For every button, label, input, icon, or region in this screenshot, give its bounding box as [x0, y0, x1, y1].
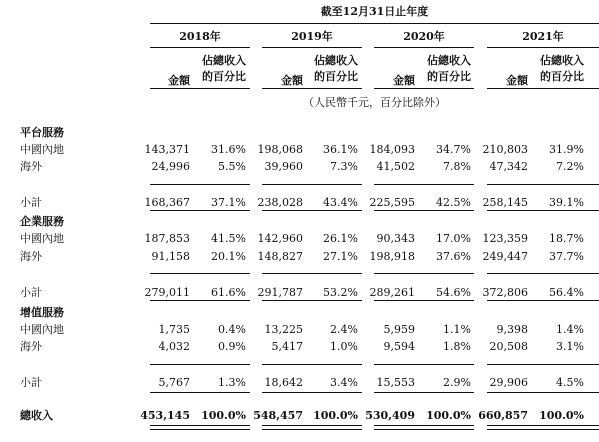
amount-cell: 13,225 — [264, 323, 303, 336]
percent-cell: 1.3% — [218, 376, 246, 389]
col-header-pct-line1: 佔總收入 — [314, 54, 358, 67]
percent-cell: 100.0% — [201, 409, 246, 422]
table-rule — [150, 273, 250, 274]
row-label: 中國內地 — [20, 143, 64, 156]
table-rule — [262, 184, 362, 185]
year-2019: 2019年 — [291, 30, 333, 43]
percent-cell: 18.7% — [549, 232, 584, 245]
table-rule — [374, 210, 474, 211]
table-rule — [262, 88, 362, 89]
table-rule — [374, 425, 474, 430]
col-header-amount: 金額 — [281, 74, 303, 87]
unit-note: （人民幣千元，百分比除外） — [303, 96, 446, 109]
amount-cell: 9,594 — [383, 340, 415, 353]
percent-cell: 100.0% — [539, 409, 584, 422]
amount-cell: 279,011 — [144, 286, 190, 299]
percent-cell: 4.5% — [556, 376, 584, 389]
percent-cell: 31.6% — [211, 143, 246, 156]
amount-cell: 530,409 — [365, 409, 415, 422]
col-header-pct-line1: 佔總收入 — [540, 54, 584, 67]
amount-cell: 5,767 — [158, 376, 190, 389]
table-rule — [487, 300, 599, 301]
table-rule — [374, 392, 474, 393]
percent-cell: 41.5% — [211, 232, 246, 245]
table-rule — [150, 300, 250, 301]
percent-cell: 5.5% — [218, 160, 246, 173]
amount-cell: 5,959 — [383, 323, 415, 336]
amount-cell: 210,803 — [482, 143, 528, 156]
col-header-pct-line1: 佔總收入 — [427, 54, 471, 67]
percent-cell: 7.8% — [443, 160, 471, 173]
amount-cell: 5,417 — [271, 340, 303, 353]
amount-cell: 372,806 — [482, 286, 528, 299]
amount-cell: 20,508 — [489, 340, 528, 353]
percent-cell: 56.4% — [549, 286, 584, 299]
col-header-pct-line2: 的百分比 — [540, 70, 584, 83]
amount-cell: 184,093 — [369, 143, 415, 156]
table-rule — [487, 364, 599, 365]
percent-cell: 17.0% — [436, 232, 471, 245]
table-rule — [262, 392, 362, 393]
amount-cell: 123,359 — [482, 232, 528, 245]
amount-cell: 249,447 — [482, 250, 528, 263]
percent-cell: 53.2% — [323, 286, 358, 299]
percent-cell: 42.5% — [436, 196, 471, 209]
amount-cell: 1,735 — [158, 323, 190, 336]
table-rule — [374, 88, 474, 89]
table-rule — [487, 184, 599, 185]
table-rule — [374, 364, 474, 365]
year-2018: 2018年 — [179, 30, 221, 43]
percent-cell: 1.0% — [330, 340, 358, 353]
table-rule — [150, 425, 250, 430]
subtotal-label: 小計 — [20, 376, 42, 389]
subtotal-label: 小計 — [20, 286, 42, 299]
table-rule — [150, 184, 250, 185]
amount-cell: 453,145 — [140, 409, 190, 422]
percent-cell: 37.7% — [549, 250, 584, 263]
amount-cell: 18,642 — [264, 376, 303, 389]
table-rule — [374, 300, 474, 301]
amount-cell: 41,502 — [376, 160, 415, 173]
row-label: 中國內地 — [20, 232, 64, 245]
percent-cell: 7.2% — [556, 160, 584, 173]
amount-cell: 198,068 — [257, 143, 303, 156]
percent-cell: 43.4% — [323, 196, 358, 209]
percent-cell: 0.4% — [218, 323, 246, 336]
amount-cell: 90,343 — [376, 232, 415, 245]
amount-cell: 258,145 — [482, 196, 528, 209]
section-title: 增值服務 — [20, 306, 64, 319]
percent-cell: 2.4% — [330, 323, 358, 336]
table-rule — [150, 88, 250, 89]
amount-cell: 148,827 — [257, 250, 303, 263]
col-header-amount: 金額 — [168, 74, 190, 87]
year-2021: 2021年 — [522, 30, 564, 43]
table-rule — [374, 184, 474, 185]
amount-cell: 187,853 — [144, 232, 190, 245]
header-rule — [150, 23, 599, 24]
percent-cell: 31.9% — [549, 143, 584, 156]
amount-cell: 24,996 — [151, 160, 190, 173]
amount-cell: 143,371 — [144, 143, 190, 156]
amount-cell: 548,457 — [253, 409, 303, 422]
row-label: 中國內地 — [20, 323, 64, 336]
col-header-pct-line2: 的百分比 — [427, 70, 471, 83]
percent-cell: 2.9% — [443, 376, 471, 389]
amount-cell: 39,960 — [264, 160, 303, 173]
percent-cell: 3.4% — [330, 376, 358, 389]
table-rule — [487, 210, 599, 211]
percent-cell: 27.1% — [323, 250, 358, 263]
table-rule — [262, 273, 362, 274]
amount-cell: 168,367 — [144, 196, 190, 209]
percent-cell: 100.0% — [426, 409, 471, 422]
amount-cell: 91,158 — [151, 250, 190, 263]
amount-cell: 660,857 — [478, 409, 528, 422]
subtotal-label: 小計 — [20, 196, 42, 209]
percent-cell: 0.9% — [218, 340, 246, 353]
period-header: 截至12月31日止年度 — [320, 5, 429, 18]
table-rule — [262, 210, 362, 211]
col-header-pct-line1: 佔總收入 — [202, 54, 246, 67]
section-title: 平台服務 — [20, 126, 64, 139]
table-rule — [262, 364, 362, 365]
percent-cell: 100.0% — [313, 409, 358, 422]
percent-cell: 20.1% — [211, 250, 246, 263]
percent-cell: 34.7% — [436, 143, 471, 156]
percent-cell: 37.6% — [436, 250, 471, 263]
amount-cell: 4,032 — [158, 340, 190, 353]
table-rule — [487, 392, 599, 393]
table-rule — [150, 392, 250, 393]
table-rule — [374, 273, 474, 274]
total-label: 總收入 — [20, 409, 53, 422]
row-label: 海外 — [20, 340, 42, 353]
table-rule — [487, 425, 599, 430]
table-rule — [262, 425, 362, 430]
table-rule — [150, 364, 250, 365]
amount-cell: 15,553 — [376, 376, 415, 389]
amount-cell: 289,261 — [369, 286, 415, 299]
table-rule — [487, 273, 599, 274]
percent-cell: 54.6% — [436, 286, 471, 299]
percent-cell: 1.1% — [443, 323, 471, 336]
table-rule — [150, 210, 250, 211]
amount-cell: 47,342 — [489, 160, 528, 173]
percent-cell: 37.1% — [211, 196, 246, 209]
row-label: 海外 — [20, 160, 42, 173]
percent-cell: 1.8% — [443, 340, 471, 353]
section-title: 企業服務 — [20, 215, 64, 228]
percent-cell: 26.1% — [323, 232, 358, 245]
amount-cell: 142,960 — [257, 232, 303, 245]
percent-cell: 1.4% — [556, 323, 584, 336]
percent-cell: 61.6% — [211, 286, 246, 299]
col-header-amount: 金額 — [393, 74, 415, 87]
percent-cell: 39.1% — [549, 196, 584, 209]
col-header-amount: 金額 — [506, 74, 528, 87]
amount-cell: 238,028 — [257, 196, 303, 209]
year-2020: 2020年 — [403, 30, 445, 43]
col-header-pct-line2: 的百分比 — [314, 70, 358, 83]
amount-cell: 291,787 — [257, 286, 303, 299]
amount-cell: 225,595 — [369, 196, 415, 209]
amount-cell: 198,918 — [369, 250, 415, 263]
table-rule — [487, 88, 599, 89]
percent-cell: 3.1% — [556, 340, 584, 353]
amount-cell: 29,906 — [489, 376, 528, 389]
table-rule — [262, 300, 362, 301]
percent-cell: 36.1% — [323, 143, 358, 156]
amount-cell: 9,398 — [496, 323, 528, 336]
col-header-pct-line2: 的百分比 — [202, 70, 246, 83]
percent-cell: 7.3% — [330, 160, 358, 173]
row-label: 海外 — [20, 250, 42, 263]
